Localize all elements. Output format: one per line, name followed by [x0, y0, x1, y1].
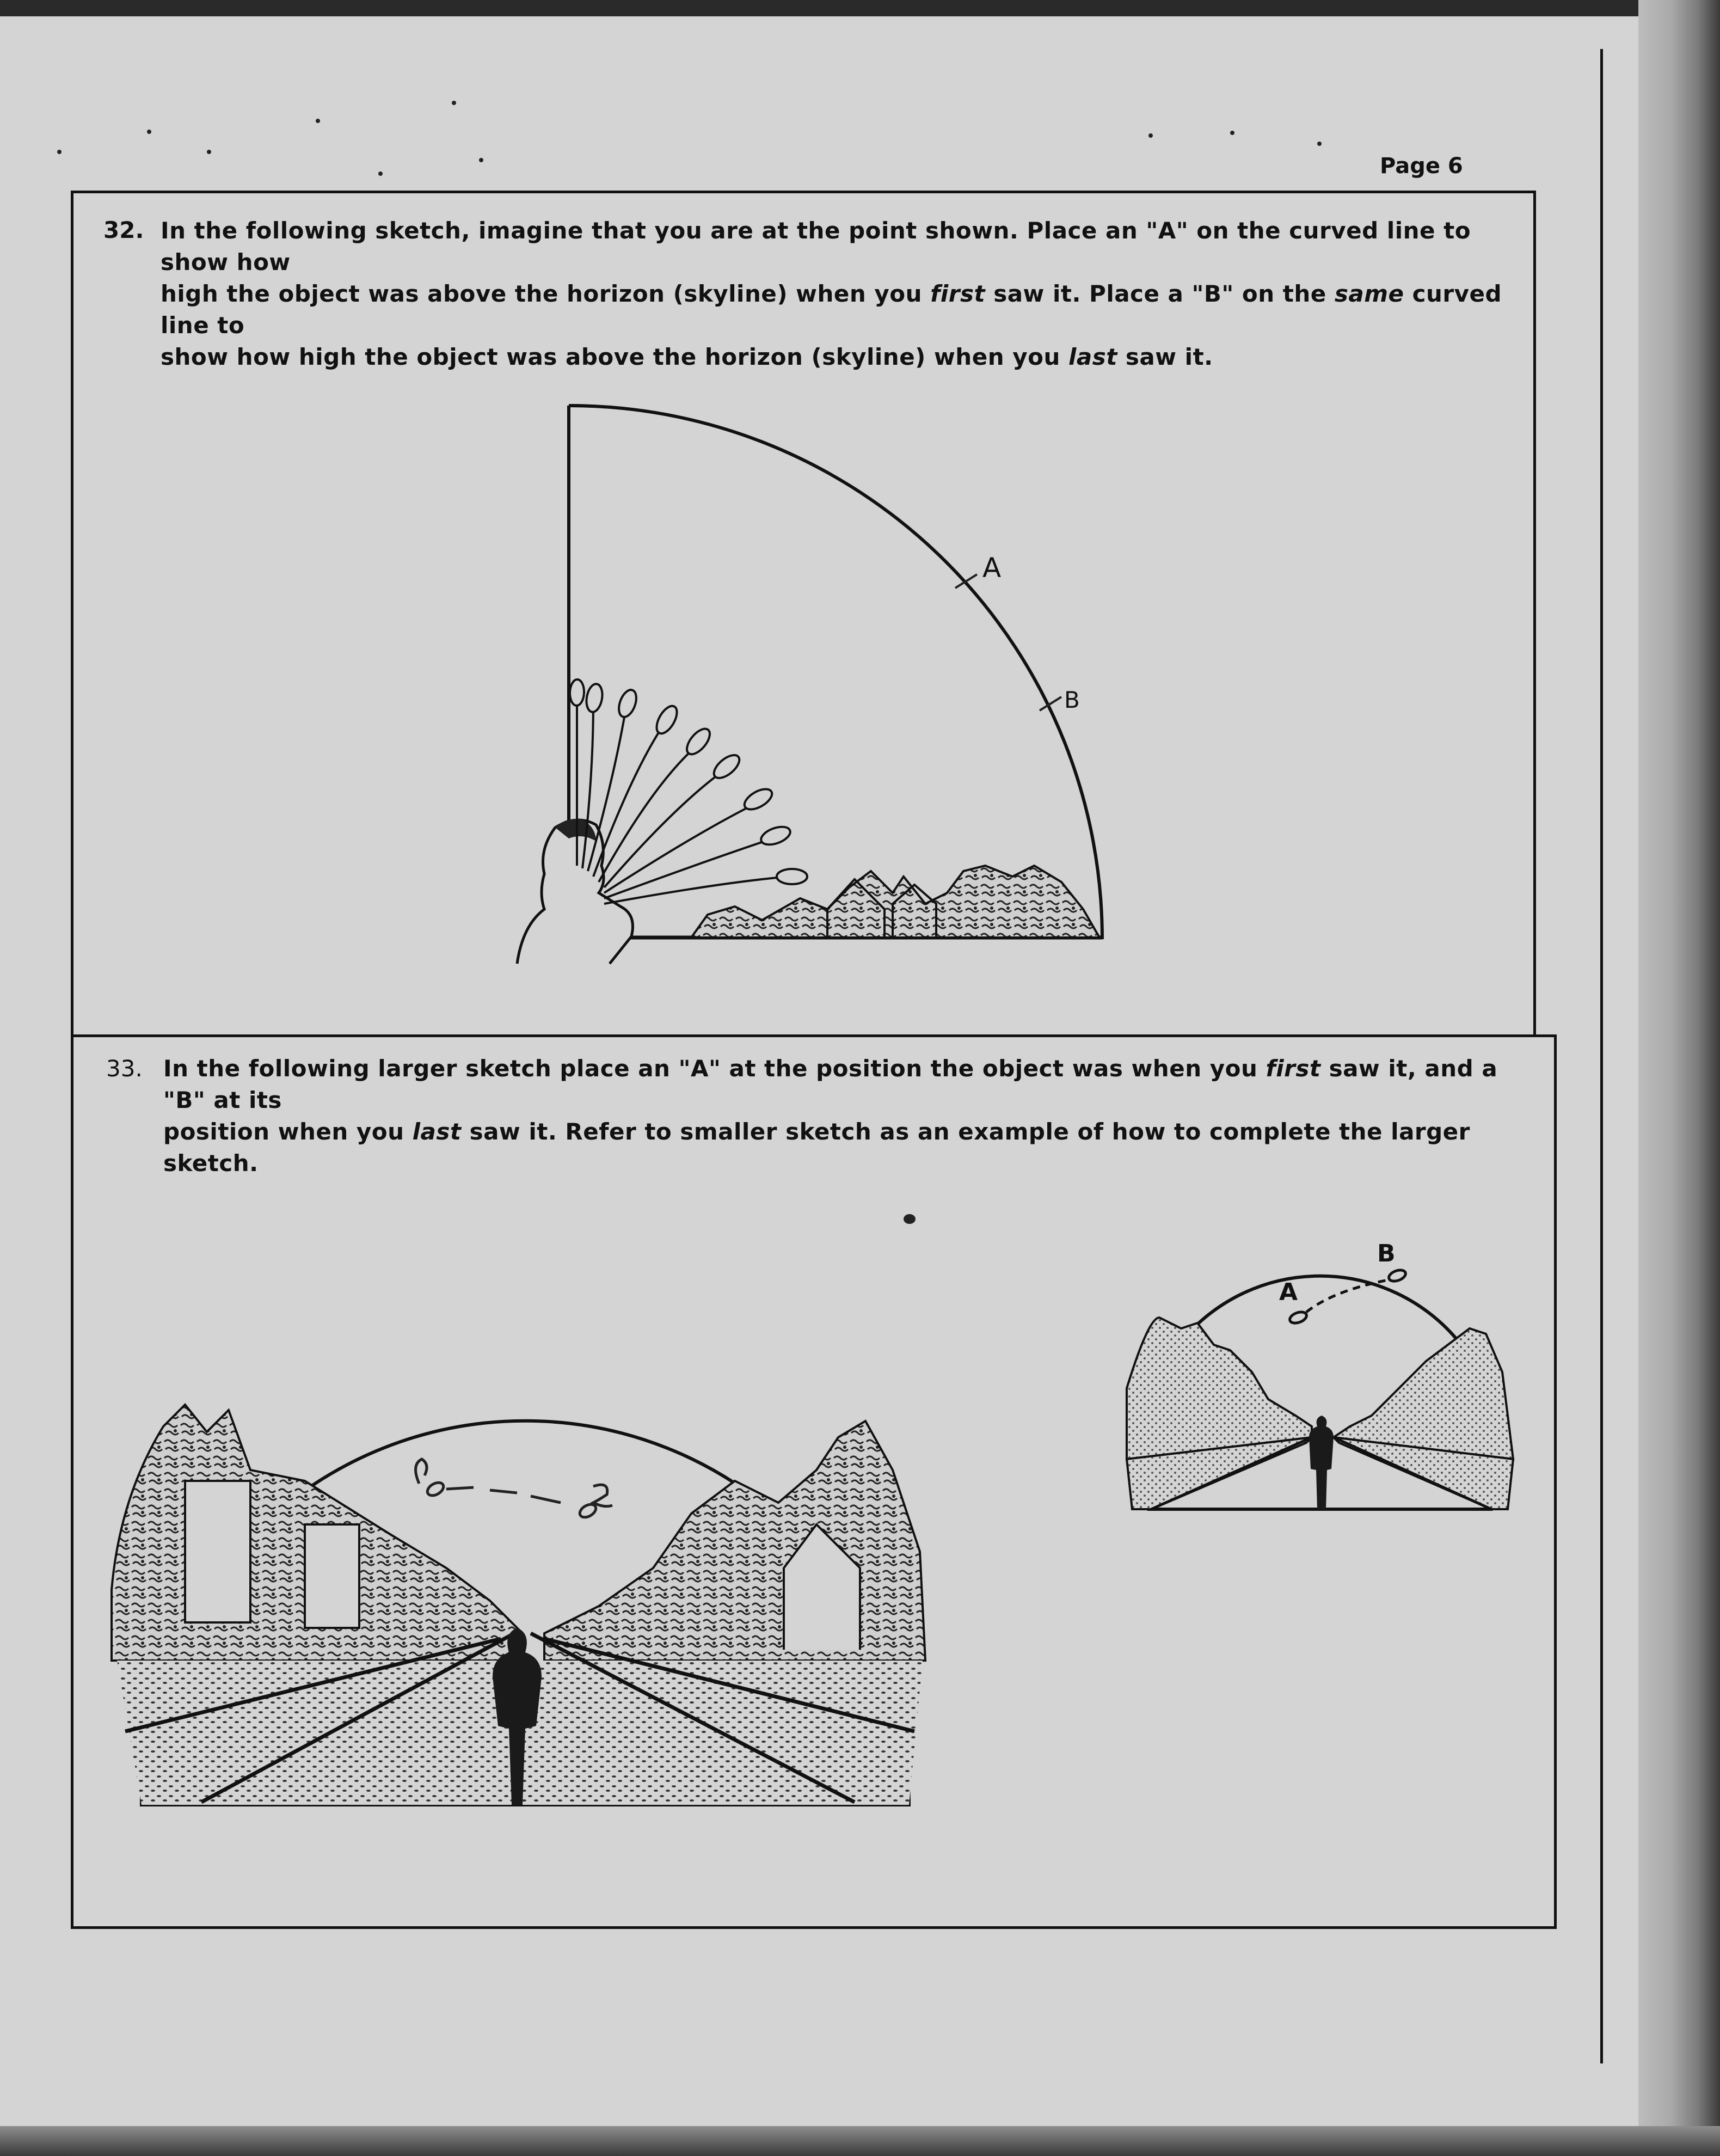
- pointing-hands: [569, 679, 807, 884]
- q32-line-3-part: saw it.: [1117, 344, 1213, 370]
- q33-emphasis-first: first: [1266, 1055, 1321, 1082]
- example-mark-b: B: [1377, 1240, 1396, 1267]
- q32-emphasis-first: first: [930, 280, 986, 307]
- observer-figure: [517, 820, 633, 964]
- large-street-sketch: [112, 1405, 925, 1805]
- sky-arc: [569, 406, 1102, 939]
- q33-line-2-part: saw it. Refer to smaller sketch as an example of how to complete the larger sketch.: [163, 1118, 1470, 1177]
- q33-emphasis-last: last: [412, 1118, 462, 1145]
- q32-emphasis-last: last: [1068, 344, 1117, 370]
- left-building: [185, 1481, 250, 1622]
- question-33-number: 33.: [106, 1055, 143, 1082]
- example-street-sketch: [1127, 1240, 1513, 1509]
- q32-line-2-part: high the object was above the horizon (skyline) when you: [161, 280, 931, 307]
- q32-emphasis-same: same: [1334, 280, 1404, 307]
- q32-line-3-part: show how high the object was above the horizon (skyline) when you: [161, 344, 1068, 370]
- left-building: [305, 1524, 359, 1628]
- quadrant-diagram: [517, 406, 1102, 964]
- example-mark-a: A: [1279, 1278, 1298, 1306]
- q32-line-2-part: saw it. Place a "B" on the: [985, 280, 1335, 307]
- mark-b-label: B: [1064, 687, 1080, 713]
- mark-a-label: A: [982, 552, 1002, 584]
- q33-line-1-part: In the following larger sketch place an "A" at the position the object was when you: [163, 1055, 1266, 1082]
- q33-line-1-part: saw it, and a "B" at its: [163, 1055, 1498, 1113]
- q32-line-1: In the following sketch, imagine that you are at the point shown. Place an "A" on the curved line to show how: [161, 217, 1471, 275]
- q32-line-2-part: curved line to: [161, 280, 1502, 339]
- page-number: Page 6: [1380, 154, 1463, 179]
- q33-line-2-part: position when you: [163, 1118, 413, 1145]
- question-32-number: 32.: [103, 217, 144, 243]
